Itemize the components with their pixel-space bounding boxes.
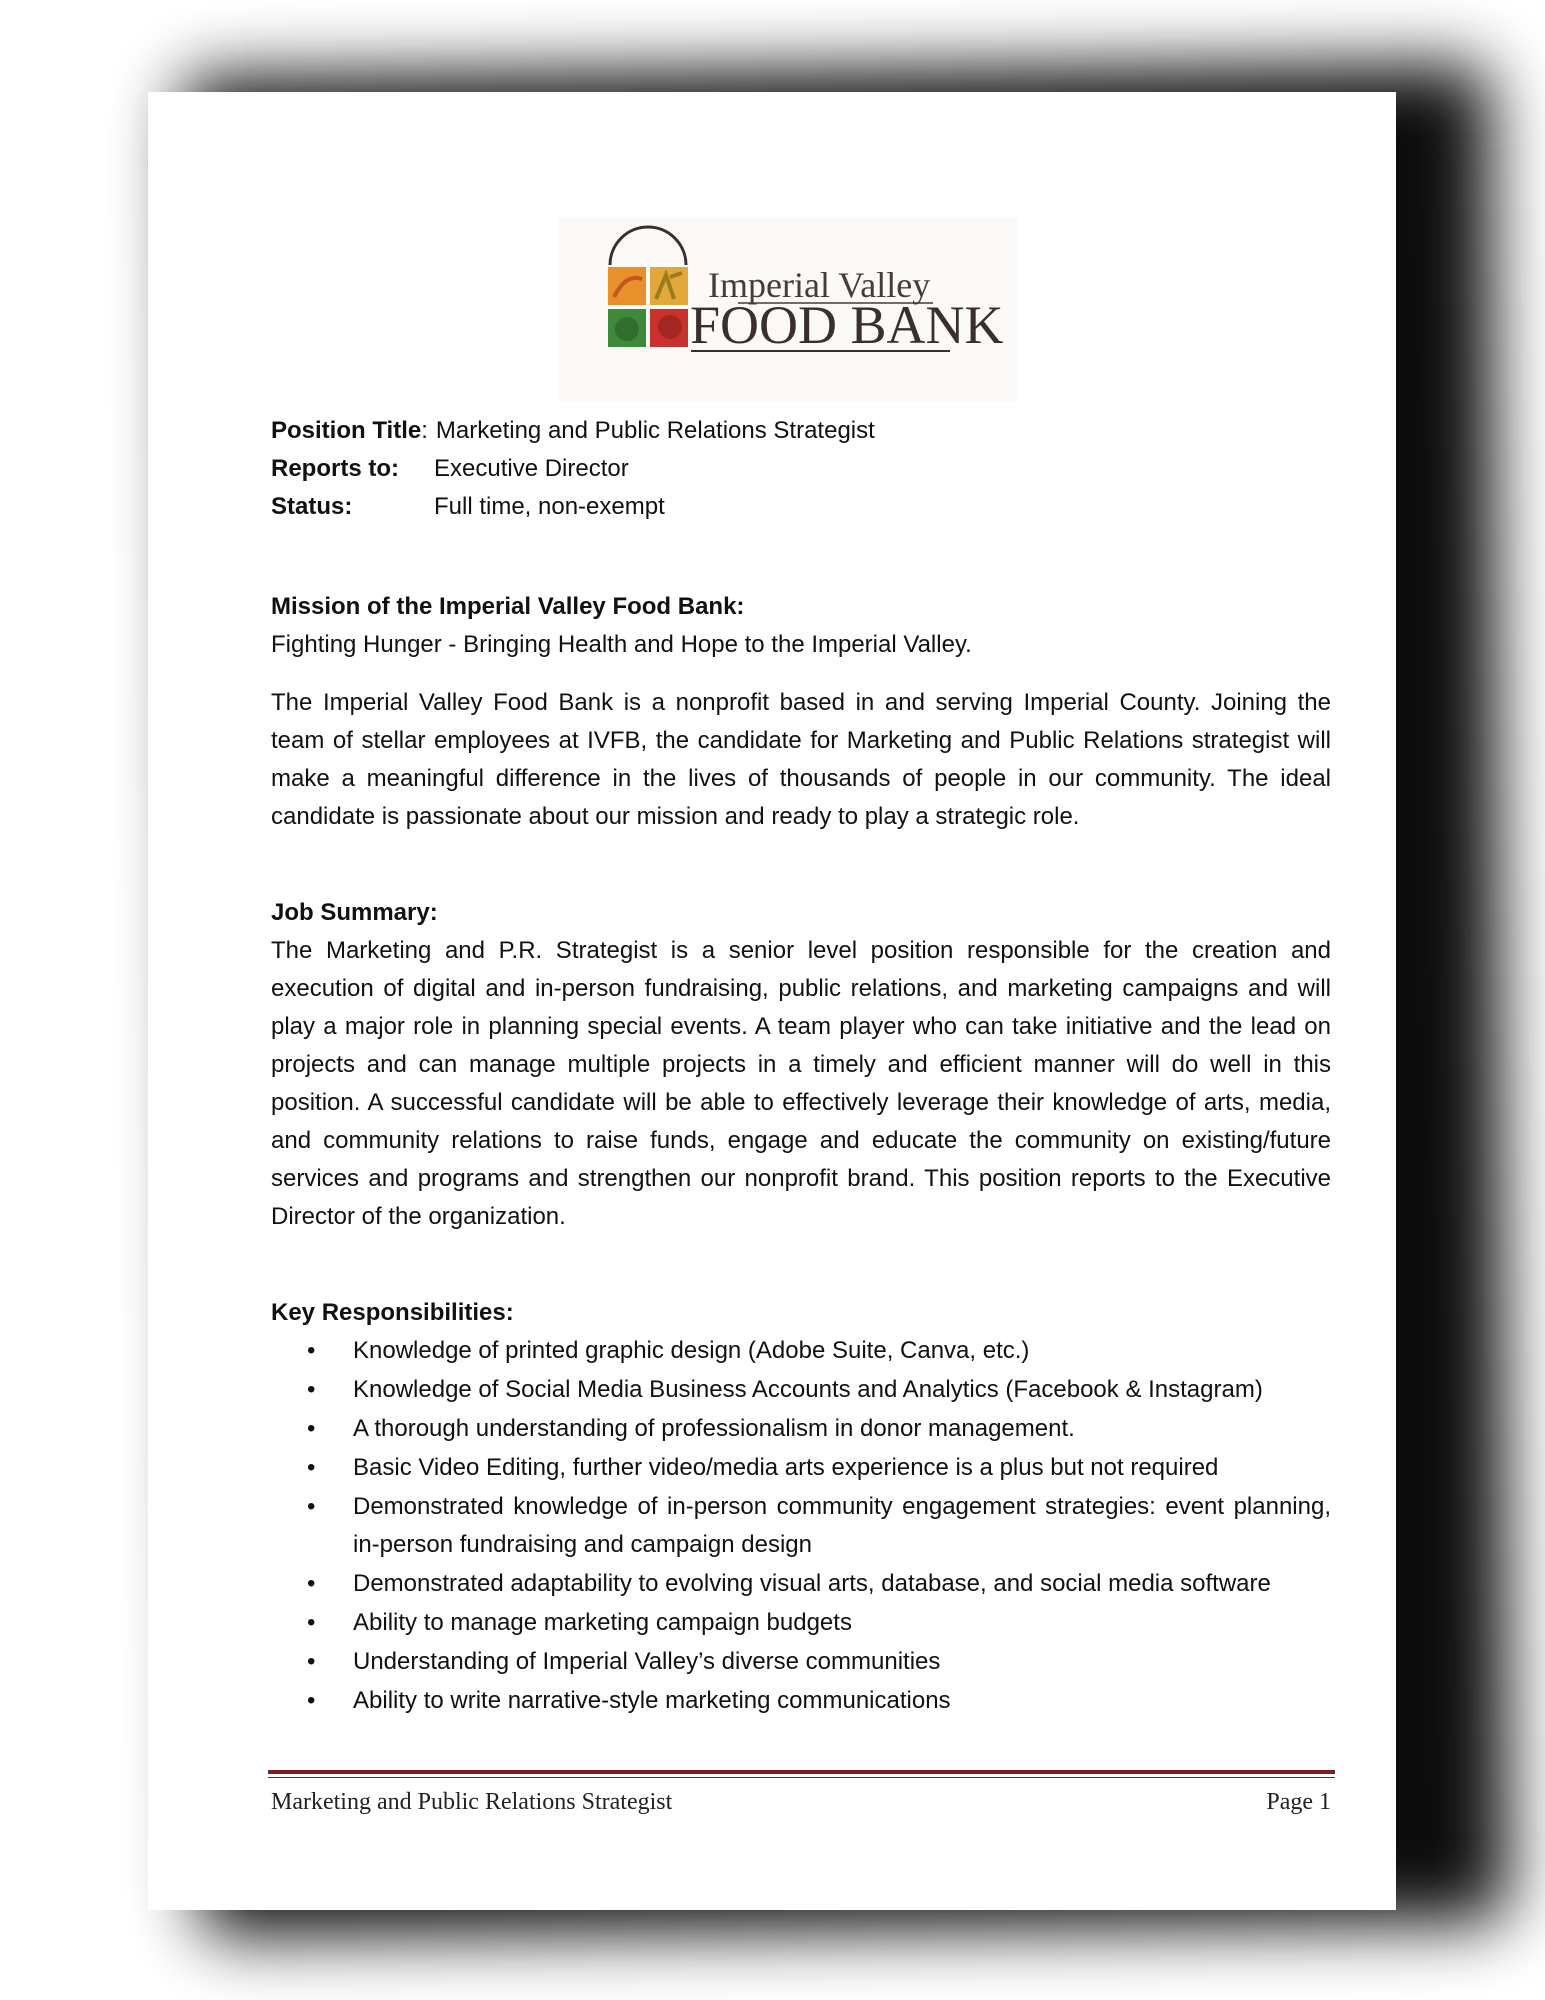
bullet-icon: • — [307, 1609, 316, 1636]
reports-to-value: Executive Director — [434, 455, 629, 482]
mission-heading: Mission of the Imperial Valley Food Bank: — [271, 593, 745, 620]
status-row — [271, 488, 1331, 526]
list-item: • Understanding of Imperial Valley’s diverse communities — [271, 1643, 1331, 1681]
logo-line2: FOOD BANK — [690, 295, 1004, 355]
list-item: • Ability to write narrative-style marketing communications — [271, 1682, 1331, 1720]
bullet-icon: • — [307, 1376, 316, 1403]
food-bank-logo — [558, 217, 1018, 402]
document-page — [148, 92, 1396, 1910]
page-number: Page 1 — [1266, 1789, 1331, 1815]
document-body — [271, 412, 1331, 1721]
bullet-icon: • — [307, 1493, 316, 1520]
job-summary-body: The Marketing and P.R. Strategist is a senior level position responsible for the creation and execution of digital and in-person fundraising, public relations, and marketing campaigns and will play a major role in planning special events. A team player who can take initiative and the lead on projects and can manage multiple projects in a timely and efficient manner will do well in this position. A successful candidate will be able to effectively leverage their knowledge of arts, media, and community relations to raise funds, engage and educate the community on existing/future services and programs and strengthen our nonprofit brand. This position reports to the Executive Director of the organization. — [271, 937, 1331, 1230]
position-title-label: Position Title: — [271, 417, 428, 444]
mission-body: The Imperial Valley Food Bank is a nonprofit based in and serving Imperial County. Joining the team of stellar employees at IVFB, the candidate for Marketing and Public Relations strategist will make a meaningful difference in the lives of thousands of people in our community. The ideal candidate is passionate about our mission and ready to play a strategic role. — [271, 689, 1331, 830]
bullet-icon: • — [307, 1415, 316, 1442]
bullet-icon: • — [307, 1454, 316, 1481]
orange-tile-icon — [608, 267, 646, 305]
reports-to-row — [271, 450, 1331, 488]
status-label: Status: — [271, 493, 353, 520]
logo-line1: Imperial Valley — [708, 265, 931, 305]
footer-title: Marketing and Public Relations Strategist — [271, 1789, 673, 1815]
footer-rule-thin — [268, 1777, 1335, 1778]
status-value: Full time, non-exempt — [434, 493, 665, 520]
list-item: • Knowledge of printed graphic design (Adobe Suite, Canva, etc.) — [271, 1332, 1331, 1370]
position-title-value: Marketing and Public Relations Strategist — [435, 417, 875, 444]
list-item: • A thorough understanding of professionalism in donor management. — [271, 1410, 1331, 1448]
bullet-icon: • — [307, 1337, 316, 1364]
list-item: • Ability to manage marketing campaign budgets — [271, 1604, 1331, 1642]
footer-rule — [268, 1770, 1335, 1774]
bullet-icon: • — [307, 1648, 316, 1675]
list-item: • Basic Video Editing, further video/media arts experience is a plus but not required — [271, 1449, 1331, 1487]
list-item: • Knowledge of Social Media Business Accounts and Analytics (Facebook & Instagram) — [271, 1371, 1331, 1409]
mission-tagline: Fighting Hunger - Bringing Health and Hope to the Imperial Valley. — [271, 631, 972, 658]
job-summary-heading: Job Summary: — [271, 899, 438, 926]
bullet-icon: • — [307, 1570, 316, 1597]
reports-to-label: Reports to: — [271, 455, 399, 482]
responsibilities-heading: Key Responsibilities: — [271, 1299, 514, 1326]
bullet-icon: • — [307, 1687, 316, 1714]
responsibilities-list — [271, 1332, 1331, 1720]
position-title-row — [271, 412, 1331, 450]
list-item: • Demonstrated knowledge of in-person community engagement strategies: event planning, in-person fundraising and campaign design — [271, 1488, 1331, 1564]
page-footer — [271, 1782, 1331, 1822]
list-item: • Demonstrated adaptability to evolving visual arts, database, and social media software — [271, 1565, 1331, 1603]
